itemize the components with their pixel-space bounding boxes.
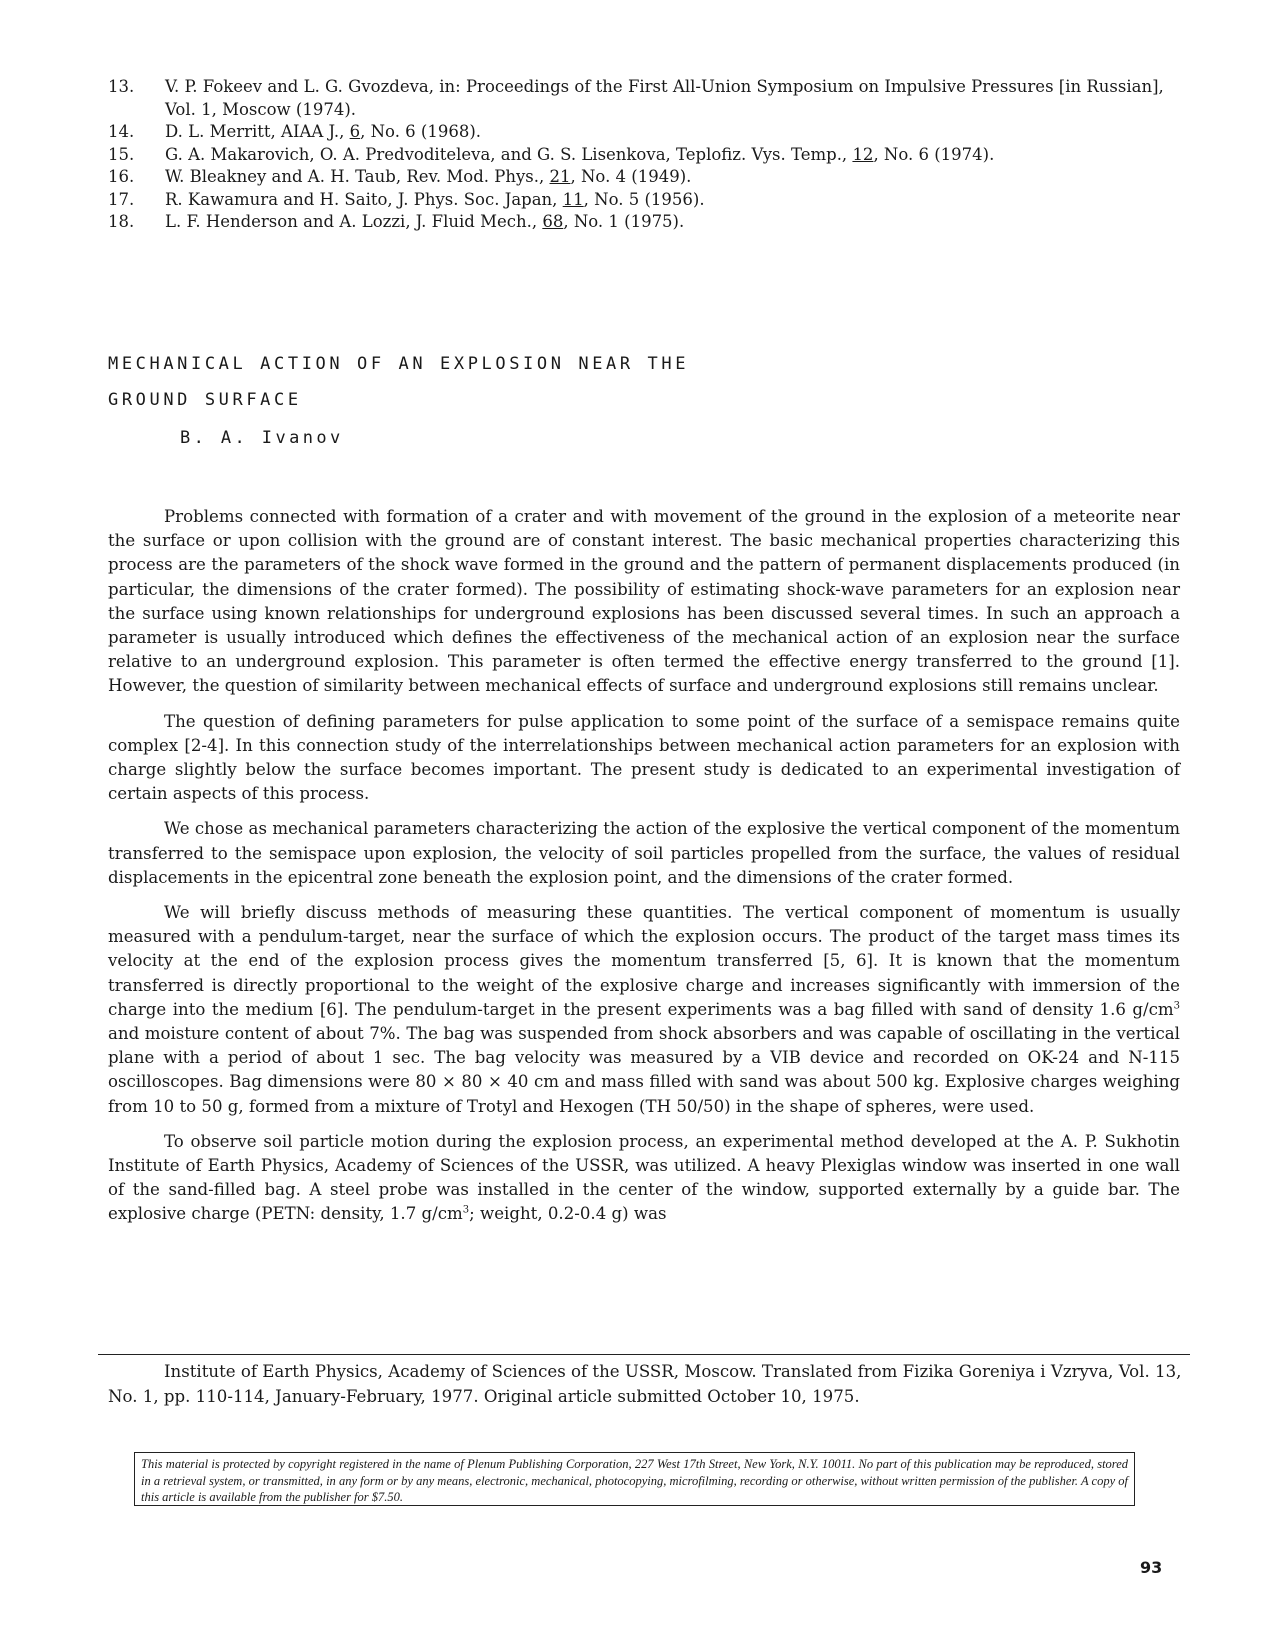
reference-text: L. F. Henderson and A. Lozzi, J. Fluid Mech., 68, No. 1 (1975). xyxy=(165,212,685,231)
footnote-divider xyxy=(98,1354,1190,1355)
article-body xyxy=(108,505,1180,1238)
reference-text: G. A. Makarovich, O. A. Predvoditeleva, and G. S. Lisenkova, Teplofiz. Vys. Temp., 12, No. 6 (1974). xyxy=(165,144,995,164)
paragraph: The question of defining parameters for pulse application to some point of the surface of a semispace remains quite complex [2-4]. In this connection study of the interrelationships between mechanical action parameters for an explosion with charge slightly below the surface becomes important. The present study is dedicated to an experimental investigation of certain aspects of this process. xyxy=(108,711,1180,804)
reference-number: 18. xyxy=(108,212,135,231)
title-line: MECHANICAL ACTION OF AN EXPLOSION NEAR THE xyxy=(108,354,690,374)
page-number: 93 xyxy=(1140,1558,1163,1577)
reference-item xyxy=(108,76,1188,121)
reference-number: 17. xyxy=(108,189,135,209)
paragraph: To observe soil particle motion during the explosion process, an experimental method developed at the A. P. Sukhotin Institute of Earth Physics, Academy of Sciences of the USSR, was utilized. A heavy Plexiglas window was inserted in one wall of the sand-filled bag. A steel probe was installed in the center of the window, supported externally by a guide bar. The explosive charge (PETN: density, 1.7 $g/cm^3$; weight, 0.2-0.4 g) was xyxy=(108,1131,1180,1224)
reference-item xyxy=(108,121,1188,144)
reference-item xyxy=(108,144,1188,167)
reference-text: V. P. Fokeev and L. G. Gvozdeva, in: Proceedings of the First All-Union Symposium on Impulsive Pressures [in Russian], Vol. 1, Moscow (1974). xyxy=(165,77,1164,119)
superscript: 3 xyxy=(1173,1000,1180,1012)
reference-number: 14. xyxy=(108,122,135,141)
volume-number: 68 xyxy=(542,212,564,231)
reference-text: R. Kawamura and H. Saito, J. Phys. Soc. Japan, 11, No. 5 (1956). xyxy=(165,189,705,209)
reference-number: 15. xyxy=(108,144,135,164)
reference-text: W. Bleakney and A. H. Taub, Rev. Mod. Phys., 21, No. 4 (1949). xyxy=(165,167,692,186)
volume-number: 11 xyxy=(562,189,584,209)
reference-item xyxy=(108,166,1188,189)
article-author: B. A. Ivanov xyxy=(180,428,344,448)
paragraph: We will briefly discuss methods of measuring these quantities. The vertical component of momentum is usually measured with a pendulum-target, near the surface of which the explosion occurs. The product of the target mass times its velocity at the end of the explosion process gives the momentum transferred [5, 6]. It is known that the momentum transferred is directly proportional to the weight of the explosive charge and increases significantly with immersion of the charge into the medium [6]. The pendulum-target in the present experiments was a bag filled with sand of density 1.6 $g/cm^3$ and moisture content of about 7%. The bag was suspended from shock absorbers and was capable of oscillating in the vertical plane with a period of about 1 sec. The bag velocity was measured by a VIB device and recorded on OK-24 and N-115 oscilloscopes. Bag dimensions were 80 × 80 × 40 cm and mass filled with sand was about 500 kg. Explosive charges weighing from 10 to 50 g, formed from a mixture of Trotyl and Hexogen (TH 50/50) in the shape of spheres, were used. xyxy=(108,903,1180,1116)
reference-list xyxy=(108,76,1188,234)
reference-number: 16. xyxy=(108,167,135,186)
reference-text: D. L. Merritt, AIAA J., 6, No. 6 (1968). xyxy=(165,122,482,141)
volume-number: 21 xyxy=(549,167,571,186)
superscript: 3 xyxy=(462,1204,470,1216)
volume-number: 12 xyxy=(852,144,874,164)
reference-number: 13. xyxy=(108,77,135,96)
title-line: GROUND SURFACE xyxy=(108,390,302,410)
copyright-notice: This material is protected by copyright registered in the name of Plenum Publishing Corporation, 227 West 17th Street, New York, N.Y. 10011. No part of this publication may be reproduced, stored in a retrieval system, or transmitted, in any form or by any means, electronic, mechanical, photocopying, microfilming, recording or otherwise, without written permission of the publisher. A copy of this article is available from the publisher for $7.50. xyxy=(134,1452,1135,1506)
reference-item xyxy=(108,189,1188,212)
paragraph: Problems connected with formation of a crater and with movement of the ground in the explosion of a meteorite near the surface or upon collision with the ground are of constant interest. The basic mechanical properties characterizing this process are the parameters of the shock wave formed in the ground and the pattern of permanent displacements produced (in particular, the dimensions of the crater formed). The possibility of estimating shock-wave parameters for an explosion near the surface using known relationships for underground explosions has been discussed several times. In such an approach a parameter is usually introduced which defines the effectiveness of the mechanical action of an explosion near the surface relative to an underground explosion. This parameter is often termed the effective energy transferred to the ground [1]. However, the question of similarity between mechanical effects of surface and underground explosions still remains unclear. xyxy=(108,507,1180,696)
article-title xyxy=(108,346,689,418)
paragraph: We chose as mechanical parameters characterizing the action of the explosive the vertical component of the momentum transferred to the semispace upon explosion, the velocity of soil particles propelled from the surface, the values of residual displacements in the epicentral zone beneath the explosion point, and the dimensions of the crater formed. xyxy=(108,819,1180,887)
affiliation-footnote: Institute of Earth Physics, Academy of Sciences of the USSR, Moscow. Translated from Fizika Goreniya i Vzryva, Vol. 13, No. 1, pp. 110-114, January-February, 1977. Original article submitted October 10, 1975. xyxy=(108,1362,1182,1406)
reference-item xyxy=(108,211,1188,234)
volume-number: 6 xyxy=(349,122,361,141)
